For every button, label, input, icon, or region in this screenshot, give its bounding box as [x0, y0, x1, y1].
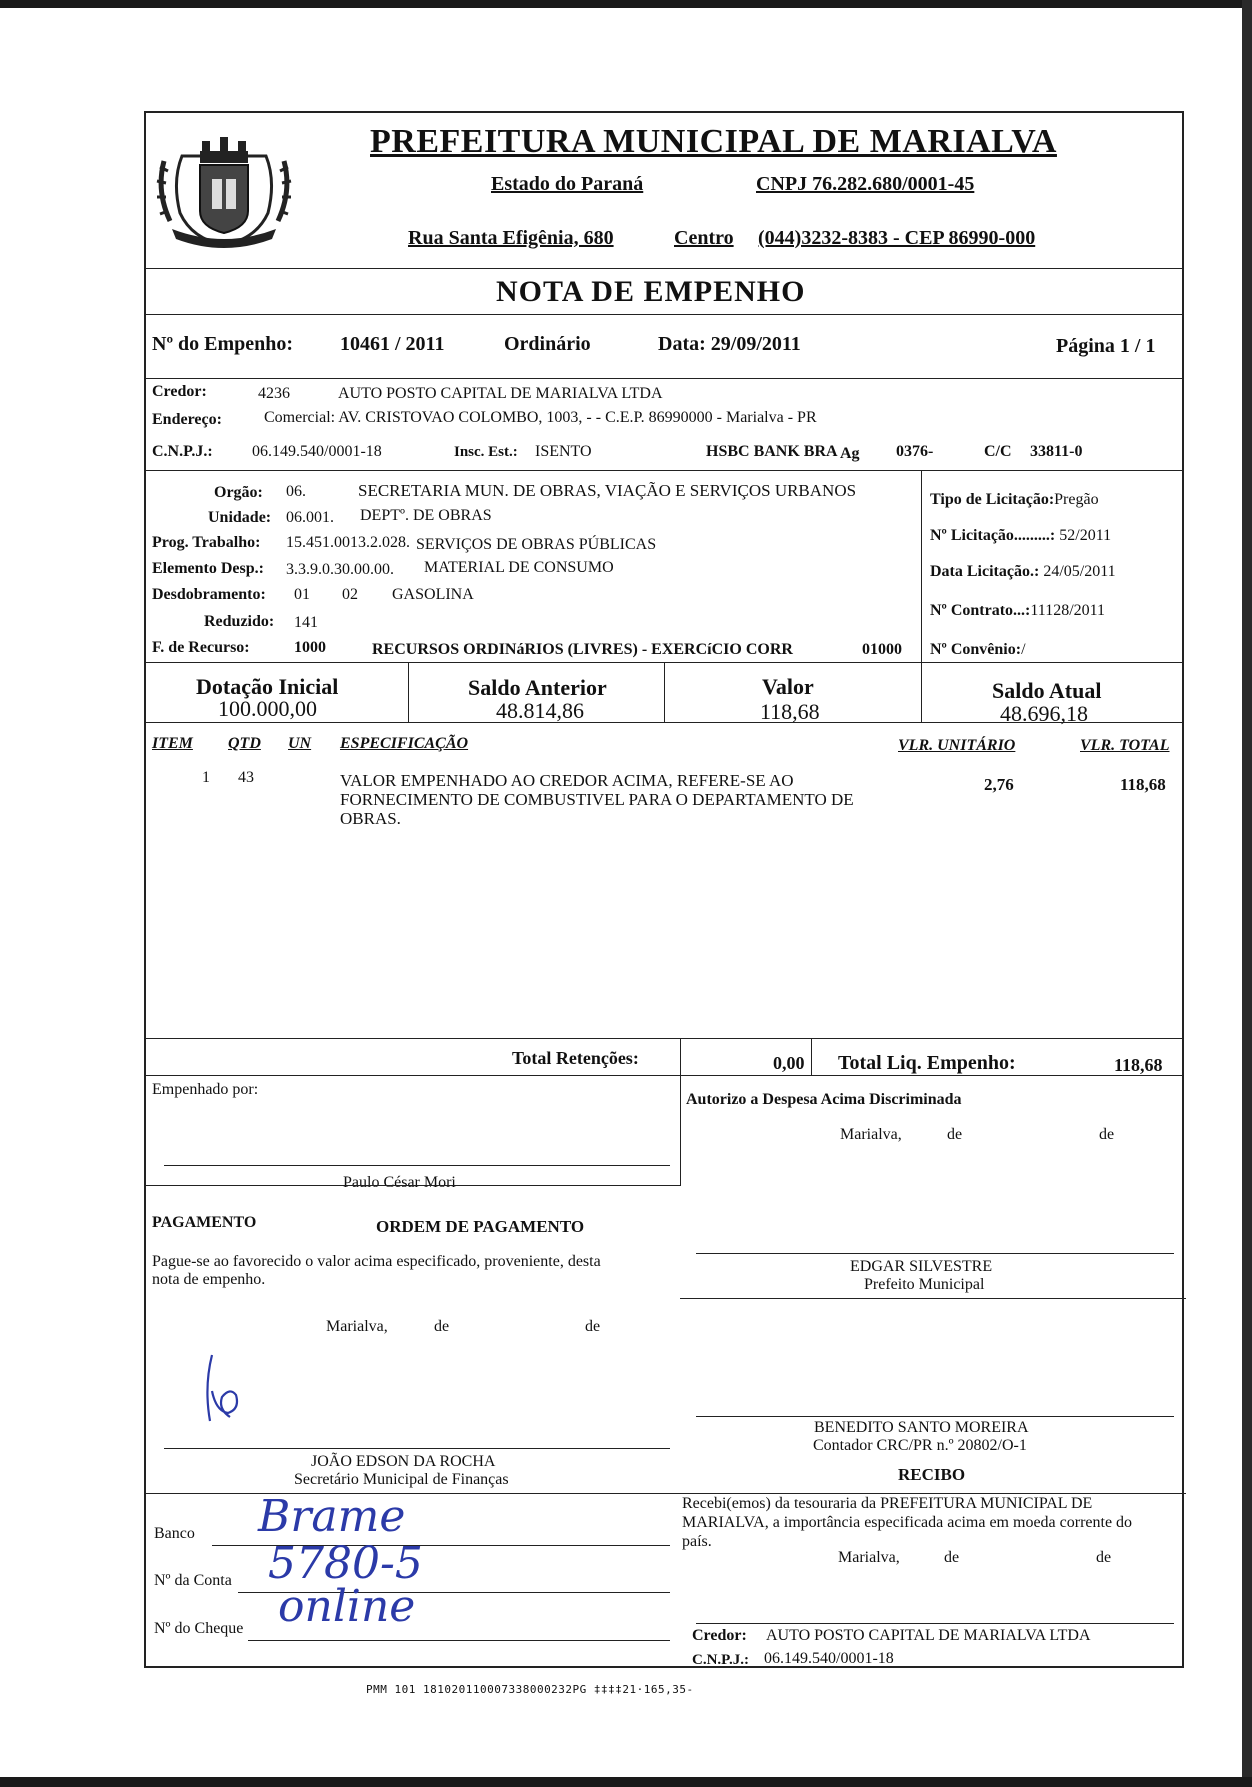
- desdobramento-a: 01: [294, 586, 310, 603]
- tipo-licitacao-label: Tipo de Licitação:Pregão: [930, 491, 1099, 508]
- empenho-kind: Ordinário: [504, 333, 591, 355]
- recibo-de-2: de: [1096, 1549, 1112, 1566]
- page-number: Página 1 / 1: [1056, 335, 1156, 357]
- cheque-handwritten: online: [278, 1581, 416, 1632]
- saldo-anterior-value: 48.814,86: [496, 698, 584, 723]
- recurso-name: RECURSOS ORDINáRIOS (LIVRES) - EXERCíCIO CORR: [372, 641, 793, 658]
- cnpj-value: 06.149.540/0001-18: [252, 443, 382, 460]
- pague-line1: Pague-se ao favorecido o valor acima especificado, proveniente, desta: [152, 1253, 601, 1270]
- desdobramento-label: Desdobramento:: [152, 586, 266, 603]
- pagamento-de-2: de: [585, 1318, 601, 1335]
- orgao-code: 06.: [286, 483, 306, 500]
- elemento-name: MATERIAL DE CONSUMO: [424, 559, 614, 576]
- recibo-de-1: de: [944, 1549, 960, 1566]
- cnpj-label: C.N.P.J.:: [152, 443, 213, 460]
- item-desc-line1: VALOR EMPENHADO AO CREDOR ACIMA, REFERE-SE AO: [340, 771, 794, 790]
- conta-label: Nº da Conta: [154, 1572, 232, 1589]
- recibo-line3: país.: [682, 1533, 712, 1550]
- item-valor-total: 118,68: [1120, 775, 1166, 794]
- credor-code: 4236: [258, 385, 290, 402]
- valor-label: Valor: [762, 674, 814, 699]
- pagamento-city: Marialva,: [326, 1318, 388, 1335]
- unidade-label: Unidade:: [208, 509, 272, 526]
- total-liquido-value: 118,68: [1114, 1055, 1163, 1075]
- reduzido-value: 141: [294, 614, 318, 631]
- bank-name: HSBC BANK BRA: [706, 443, 838, 460]
- dotacao-label: Dotação Inicial: [196, 674, 339, 699]
- bank-processing-stamp: PMM 101 181020110007338000232PG ‡‡‡‡21·165,35-: [366, 1683, 694, 1696]
- header-un: UN: [288, 735, 312, 752]
- recibo-credor-value: AUTO POSTO CAPITAL DE MARIALVA LTDA: [766, 1627, 1091, 1644]
- saldo-anterior-label: Saldo Anterior: [468, 675, 607, 700]
- municipal-coat-of-arms-icon: [152, 121, 296, 251]
- desdobramento-name: GASOLINA: [392, 586, 474, 603]
- ordem-pagamento-label: ORDEM DE PAGAMENTO: [376, 1217, 585, 1236]
- credor-label: Credor:: [152, 383, 207, 400]
- contrato-label: Nº Contrato...:11128/2011: [930, 602, 1106, 619]
- data-licitacao-label: Data Licitação.: 24/05/2011: [930, 563, 1116, 580]
- header-valor-total: VLR. TOTAL: [1080, 737, 1170, 754]
- item-desc-line3: OBRAS.: [340, 809, 401, 828]
- phone-cep-label: (044)3232-8383 - CEP 86990-000: [758, 227, 1036, 249]
- account-value: 33811-0: [1030, 443, 1083, 460]
- banco-label: Banco: [154, 1525, 195, 1542]
- orgao-name: SECRETARIA MUN. DE OBRAS, VIAÇÃO E SERVIÇOS URBANOS: [358, 481, 857, 500]
- empenho-number: 10461 / 2011: [340, 333, 445, 355]
- prefeito-nome: EDGAR SILVESTRE: [850, 1258, 993, 1275]
- recibo-line1: Recebi(emos) da tesouraria da PREFEITURA MUNICIPAL DE: [682, 1495, 1093, 1512]
- total-retencoes-label: Total Retenções:: [512, 1048, 639, 1068]
- total-retencoes-value: 0,00: [773, 1053, 805, 1073]
- cnpj-header: CNPJ 76.282.680/0001-45: [756, 173, 975, 195]
- elemento-code: 3.3.9.0.30.00.00.: [286, 561, 394, 578]
- item-number: 1: [202, 769, 210, 786]
- saldo-atual-label: Saldo Atual: [992, 678, 1102, 703]
- item-valor-unitario: 2,76: [984, 775, 1014, 794]
- recibo-line2: MARIALVA, a importância especificada acima em moeda corrente do: [682, 1514, 1133, 1531]
- recurso-label: F. de Recurso:: [152, 639, 250, 656]
- empenho-date: Data: 29/09/2011: [658, 333, 801, 355]
- recibo-cnpj-label: C.N.P.J.:: [692, 1652, 749, 1668]
- contador-nome: BENEDITO SANTO MOREIRA: [814, 1419, 1029, 1436]
- convenio-label: Nº Convênio:/: [930, 641, 1026, 658]
- account-label: C/C: [984, 443, 1012, 460]
- header-item: ITEM: [152, 735, 193, 752]
- recibo-credor-label: Credor:: [692, 1627, 747, 1644]
- num-licitacao-label: Nº Licitação.........: 52/2011: [930, 527, 1112, 544]
- item-desc-line2: FORNECIMENTO DE COMBUSTIVEL PARA O DEPARTAMENTO DE: [340, 790, 854, 809]
- autorizo-de-1: de: [947, 1126, 963, 1143]
- prog-code: 15.451.0013.2.028.: [286, 534, 410, 551]
- orgao-label: Orgão:: [214, 484, 263, 501]
- pague-line2: nota de empenho.: [152, 1271, 266, 1288]
- desdobramento-b: 02: [342, 586, 358, 603]
- autorizo-de-2: de: [1099, 1126, 1115, 1143]
- total-liquido-label: Total Liq. Empenho:: [838, 1052, 1016, 1074]
- cheque-label: Nº do Cheque: [154, 1620, 244, 1637]
- header-especificacao: ESPECIFICAÇÃO: [340, 735, 469, 752]
- header-valor-unitario: VLR. UNITÁRIO: [898, 737, 1016, 754]
- empenho-number-label: Nº do Empenho:: [152, 333, 294, 355]
- recibo-city: Marialva,: [838, 1549, 900, 1566]
- address-label: Rua Santa Efigênia, 680: [408, 227, 614, 249]
- credor-name: AUTO POSTO CAPITAL DE MARIALVA LTDA: [338, 385, 663, 402]
- prog-name: SERVIÇOS DE OBRAS PÚBLICAS: [416, 536, 657, 553]
- scan-border-top: [0, 0, 1252, 8]
- prog-label: Prog. Trabalho:: [152, 534, 261, 551]
- recibo-cnpj-value: 06.149.540/0001-18: [764, 1650, 894, 1667]
- empenhado-por-nome: Paulo César Mori: [343, 1174, 456, 1191]
- header-qtd: QTD: [228, 735, 261, 752]
- handwritten-signature-icon: [200, 1351, 260, 1423]
- endereco-value: Comercial: AV. CRISTOVAO COLOMBO, 1003, - - C.E.P. 86990000 - Marialva - PR: [264, 409, 817, 426]
- secretario-cargo: Secretário Municipal de Finanças: [294, 1471, 509, 1488]
- unidade-code: 06.001.: [286, 509, 334, 526]
- pagamento-de-1: de: [434, 1318, 450, 1335]
- agency-value: 0376-: [896, 443, 934, 460]
- recibo-title: RECIBO: [898, 1465, 966, 1484]
- empenhado-por-label: Empenhado por:: [152, 1081, 259, 1098]
- district-label: Centro: [674, 227, 734, 249]
- pagamento-label: PAGAMENTO: [152, 1214, 257, 1231]
- valor-value: 118,68: [760, 699, 820, 724]
- autorizo-label: Autorizo a Despesa Acima Discriminada: [686, 1091, 962, 1108]
- elemento-label: Elemento Desp.:: [152, 560, 264, 577]
- autorizo-city: Marialva,: [840, 1126, 902, 1143]
- reduzido-label: Reduzido:: [204, 613, 275, 630]
- insc-label: Insc. Est.:: [454, 444, 518, 460]
- nota-de-empenho-form: [144, 111, 1184, 1668]
- contador-cargo: Contador CRC/PR n.º 20802/O-1: [813, 1437, 1027, 1454]
- prefeito-cargo: Prefeito Municipal: [864, 1276, 985, 1293]
- page-title: PREFEITURA MUNICIPAL DE MARIALVA: [370, 123, 1057, 160]
- scan-border-right: [1242, 0, 1252, 1787]
- endereco-label: Endereço:: [152, 411, 222, 428]
- item-qtd: 43: [238, 769, 254, 786]
- dotacao-value: 100.000,00: [218, 696, 317, 721]
- unidade-name: DEPTº. DE OBRAS: [360, 507, 492, 524]
- conta-handwritten: 5780-5: [268, 1538, 423, 1589]
- saldo-atual-value: 48.696,18: [1000, 701, 1088, 726]
- recurso-code: 1000: [294, 639, 326, 656]
- scan-border-bottom: [0, 1777, 1252, 1787]
- document-type-title: NOTA DE EMPENHO: [496, 275, 806, 308]
- agency-label: Ag: [840, 445, 860, 462]
- secretario-nome: JOÃO EDSON DA ROCHA: [311, 1453, 496, 1470]
- state-label: Estado do Paraná: [491, 173, 644, 195]
- recurso-num: 01000: [862, 641, 902, 658]
- insc-value: ISENTO: [535, 443, 592, 460]
- banco-handwritten: Brame: [258, 1491, 406, 1542]
